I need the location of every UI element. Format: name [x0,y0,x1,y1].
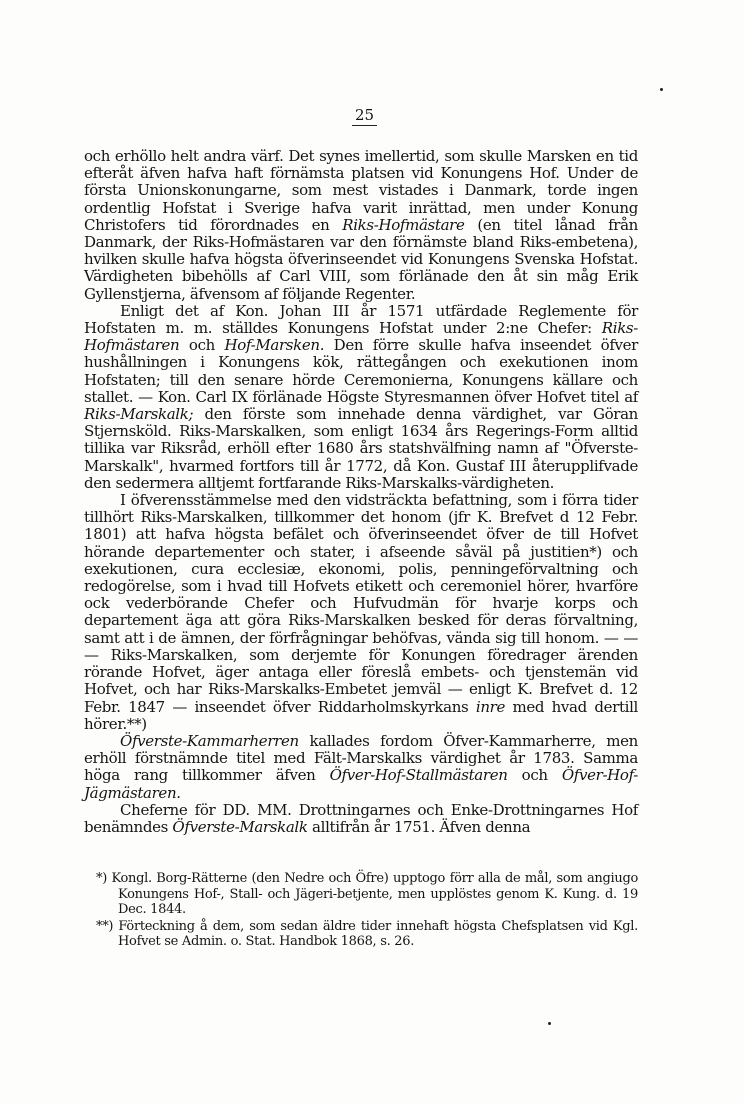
text-run: kallades fordom Öfver-Kammarherre, men erhöll förstnämnde titel med Fält-Marskalks värdighet år 1783. Samma höga rang tillkommer äfven [84,731,638,785]
text-run: Den förre skulle hafva inseendet öfver hushållningen i Konungens kök, rättegången och exekutionen inom Hofstaten; till den senare hörde Ceremonierna, Konungens källare och stallet. — Kon. Carl IX förlänade Högste Styresmannen öfver Hofvet titel af [84,336,638,406]
text-run: den förste som innehade denna värdighet, var Göran Stjernsköld. Riks-Marskalken, som enligt 1634 års Regerings-Form alltid tillika var Riksråd, erhöll efter 1680 års statshvälfning namn af "Öfverste-Marskalk", hvarmed fortfors till år 1772, då Kon. Gustaf III återupplifvade den sedermera alltjemt fortfarande Riks-Marskalks-värdigheten. [84,405,638,492]
text-run: och erhöllo helt andra värf. Det synes imellertid, som skulle Marsken en tid efteråt äfven hafva haft förnämsta platsen vid Konungens Hof. Under de första Unionskonungarne, som mest vistades i Danmark, torde ingen ordentlig Hofstat i Sverige hafva varit inrättad, men under Konung Christofers tid förordnades en [84,147,638,234]
text-run: och [179,336,225,355]
ink-speck [548,1022,551,1025]
text-run: med hvad dertill hörer.**) [84,697,638,733]
paragraph [84,802,638,836]
paragraph [84,492,638,733]
italic-run: Riks-Hofmästaren [84,319,638,355]
page-number: 25 [352,106,377,126]
italic-run: Riks-Hofmästare [342,215,465,234]
text-run: Enligt det af Kon. Johan III år 1571 utfärdade Reglemente för Hofstaten m. m. ställdes Konungens Hofstat under 2:ne Chefer: [84,301,638,338]
footnote: **) Förteckning å dem, som sedan äldre tider innehaft högsta Chefsplatsen vid Kgl. Hofvet se Admin. o. Stat. Handbok 1868, s. 26. [96,918,638,949]
body-text [84,148,638,836]
ink-speck [660,88,663,91]
italic-run: Öfverste-Kammarherren [120,731,299,750]
text-run: och [507,766,562,785]
italic-run: Hof-Marsken. [224,336,325,355]
italic-run: Öfver-Hof-Jägmästaren. [84,766,638,802]
italic-run: inre [475,697,505,716]
italic-run: Riks-Marskalk; [84,405,194,424]
footnote: *) Kongl. Borg-Rätterne (den Nedre och Öfre) upptogo förr alla de mål, som angiugo Konungens Hof-, Stall- och Jägeri-betjente, men upplöstes genom K. Kung. d. 19 Dec. 1844. [96,871,638,917]
footnotes [96,871,638,950]
paragraph [84,733,638,802]
text-run: I öfverensstämmelse med den vidsträckta befattning, som i förra tider tillhört Riks-Marskalken, tillkommer det honom (jfr K. Brefvet d 12 Febr. 1801) att hafva högsta befälet och öfverinseendet öfver de till Hofvet hörande departementer och stater, i afseende såväl på justitien*) och exekutionen, cura ecclesiæ, ekonomi, polis, penningeförvaltning och redogörelse, som i hvad till Hofvets etikett och ceremoniel hörer, hvarföre ock vederbörande Chefer och Hufvudmän för hvarje korps och departement äga att göra Riks-Marskalken besked för deras förvaltning, samt att i de ämnen, der förfrågningar behöfvas, vända sig till honom. — — — Riks-Marskalken, som derjemte för Konungen föredrager ärenden rörande Hofvet, äger antaga eller föreslå embets- och tjenstemän vid Hofvet, och har Riks-Marskalks-Embetet jemväl — enligt K. Brefvet d. 12 Febr. 1847 — inseendet öfver Riddarholmskyrkans [84,491,638,716]
paragraph [84,303,638,492]
text-run: Cheferne för DD. MM. Drottningarnes och Enke-Drottningarnes Hof benämndes [84,800,638,836]
italic-run: Öfver-Hof-Stallmästaren [329,766,508,785]
text-run: alltifrån år 1751. Äfven denna [307,817,531,836]
text-run: (en titel lånad från Danmark, der Riks-Hofmästaren var den förnämste bland Riks-embetena), hvilken skulle hafva högsta öfverinseendet vid Konungens Svenska Hofstat. Värdigheten bibehölls af Carl VIII, som förlänade den åt sin måg Erik Gyllenstjerna, äfvensom af följande Regenter. [84,215,638,303]
paragraph [84,148,638,303]
italic-run: Öfverste-Marskalk [172,817,308,836]
